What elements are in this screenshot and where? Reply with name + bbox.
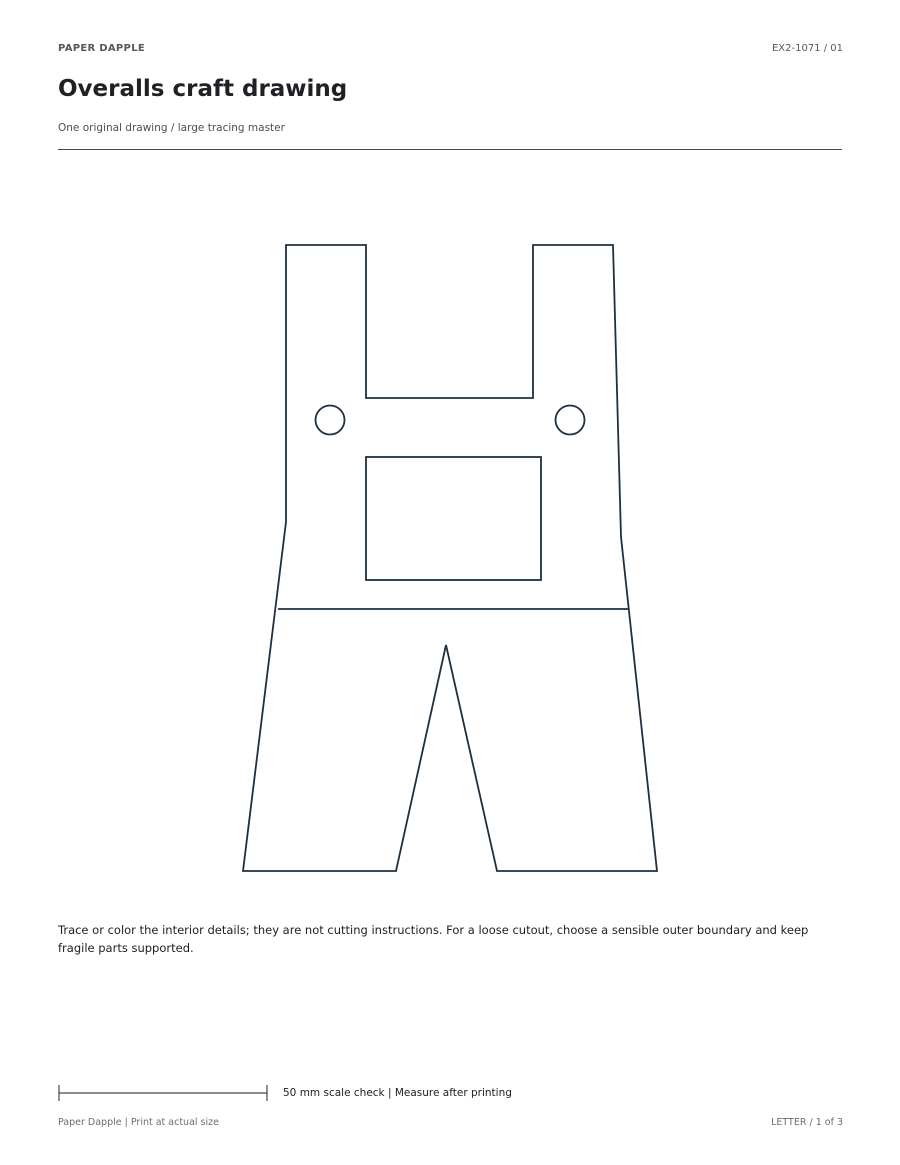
document-code: EX2-1071 / 01 (771, 43, 843, 54)
brand-name: PAPER DAPPLE (58, 43, 145, 54)
overalls-outline (243, 245, 657, 871)
page-title: Overalls craft drawing (58, 76, 348, 102)
bib-pocket (366, 457, 541, 580)
header-divider (58, 149, 842, 150)
footer-page-info: LETTER / 1 of 3 (771, 1117, 843, 1128)
scale-bar (58, 1084, 268, 1102)
instructions-text: Trace or color the interior details; they are not cutting instructions. For a loose cutout, choose a sensible outer boundary and keep fragile parts supported. (58, 923, 809, 955)
page-subtitle: One original drawing / large tracing master (58, 122, 285, 134)
footer-print-note: Paper Dapple | Print at actual size (58, 1117, 219, 1128)
left-button (316, 406, 345, 435)
right-button (556, 406, 585, 435)
scale-check-label: 50 mm scale check | Measure after printing (283, 1087, 512, 1099)
